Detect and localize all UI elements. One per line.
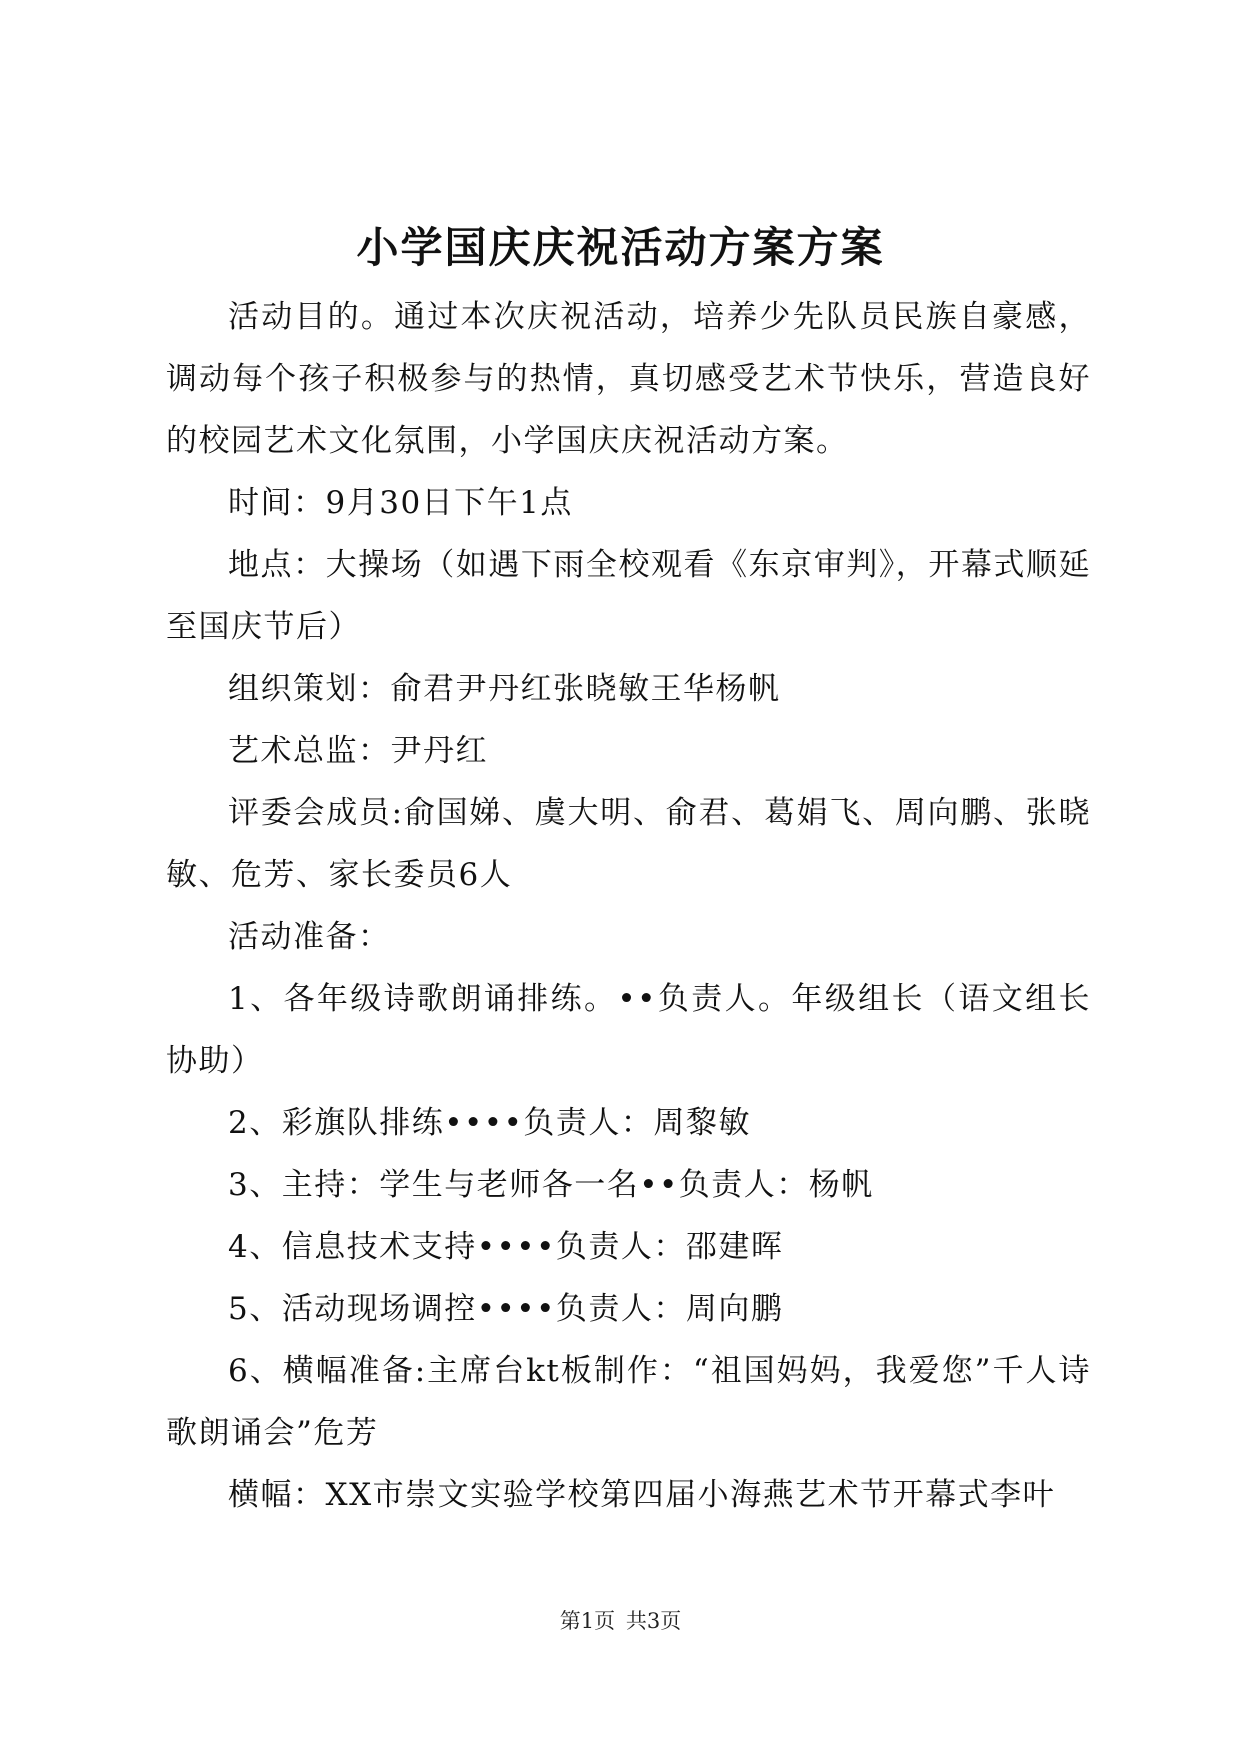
paragraph-banner: 横幅：XX市崇文实验学校第四届小海燕艺术节开幕式李叶 <box>228 1477 1056 1513</box>
paragraph-organizers: 组织策划：俞君尹丹红张晓敏王华杨帆 <box>228 671 781 707</box>
list-item: 5、活动现场调控••••负责人：周向鹏 <box>228 1291 784 1327</box>
list-item: 3、主持：学生与老师各一名••负责人：杨帆 <box>228 1167 874 1203</box>
document-body <box>166 286 1091 1526</box>
paragraph-judges: 评委会成员:俞国娣、虞大明、俞君、葛娟飞、周向鹏、张晓敏、危芳、家长委员6人 <box>166 795 1091 893</box>
paragraph-art-director: 艺术总监：尹丹红 <box>228 733 488 769</box>
list-item: 6、横幅准备:主席台kt板制作：“祖国妈妈，我爱您”千人诗歌朗诵会”危芳 <box>166 1353 1091 1451</box>
page-footer <box>0 1607 1241 1635</box>
list-item: 1、各年级诗歌朗诵排练。••负责人。年级组长（语文组长协助） <box>166 981 1091 1079</box>
paragraph-preparation-heading: 活动准备： <box>228 919 391 955</box>
paragraph-time: 时间：9月30日下午1点 <box>228 485 573 521</box>
page-total: 共3页 <box>625 1609 682 1633</box>
paragraph-purpose: 活动目的。通过本次庆祝活动，培养少先队员民族自豪感，调动每个孩子积极参与的热情，真切感受艺术节快乐，营造良好的校园艺术文化氛围，小学国庆庆祝活动方案。 <box>166 299 1091 459</box>
list-item: 4、信息技术支持••••负责人：邵建晖 <box>228 1229 784 1265</box>
page-number: 第1页 <box>559 1609 616 1633</box>
list-item: 2、彩旗队排练••••负责人：周黎敏 <box>228 1105 751 1141</box>
paragraph-location: 地点：大操场（如遇下雨全校观看《东京审判》，开幕式顺延至国庆节后） <box>166 547 1091 645</box>
page-title: 小学国庆庆祝活动方案方案 <box>356 223 885 272</box>
